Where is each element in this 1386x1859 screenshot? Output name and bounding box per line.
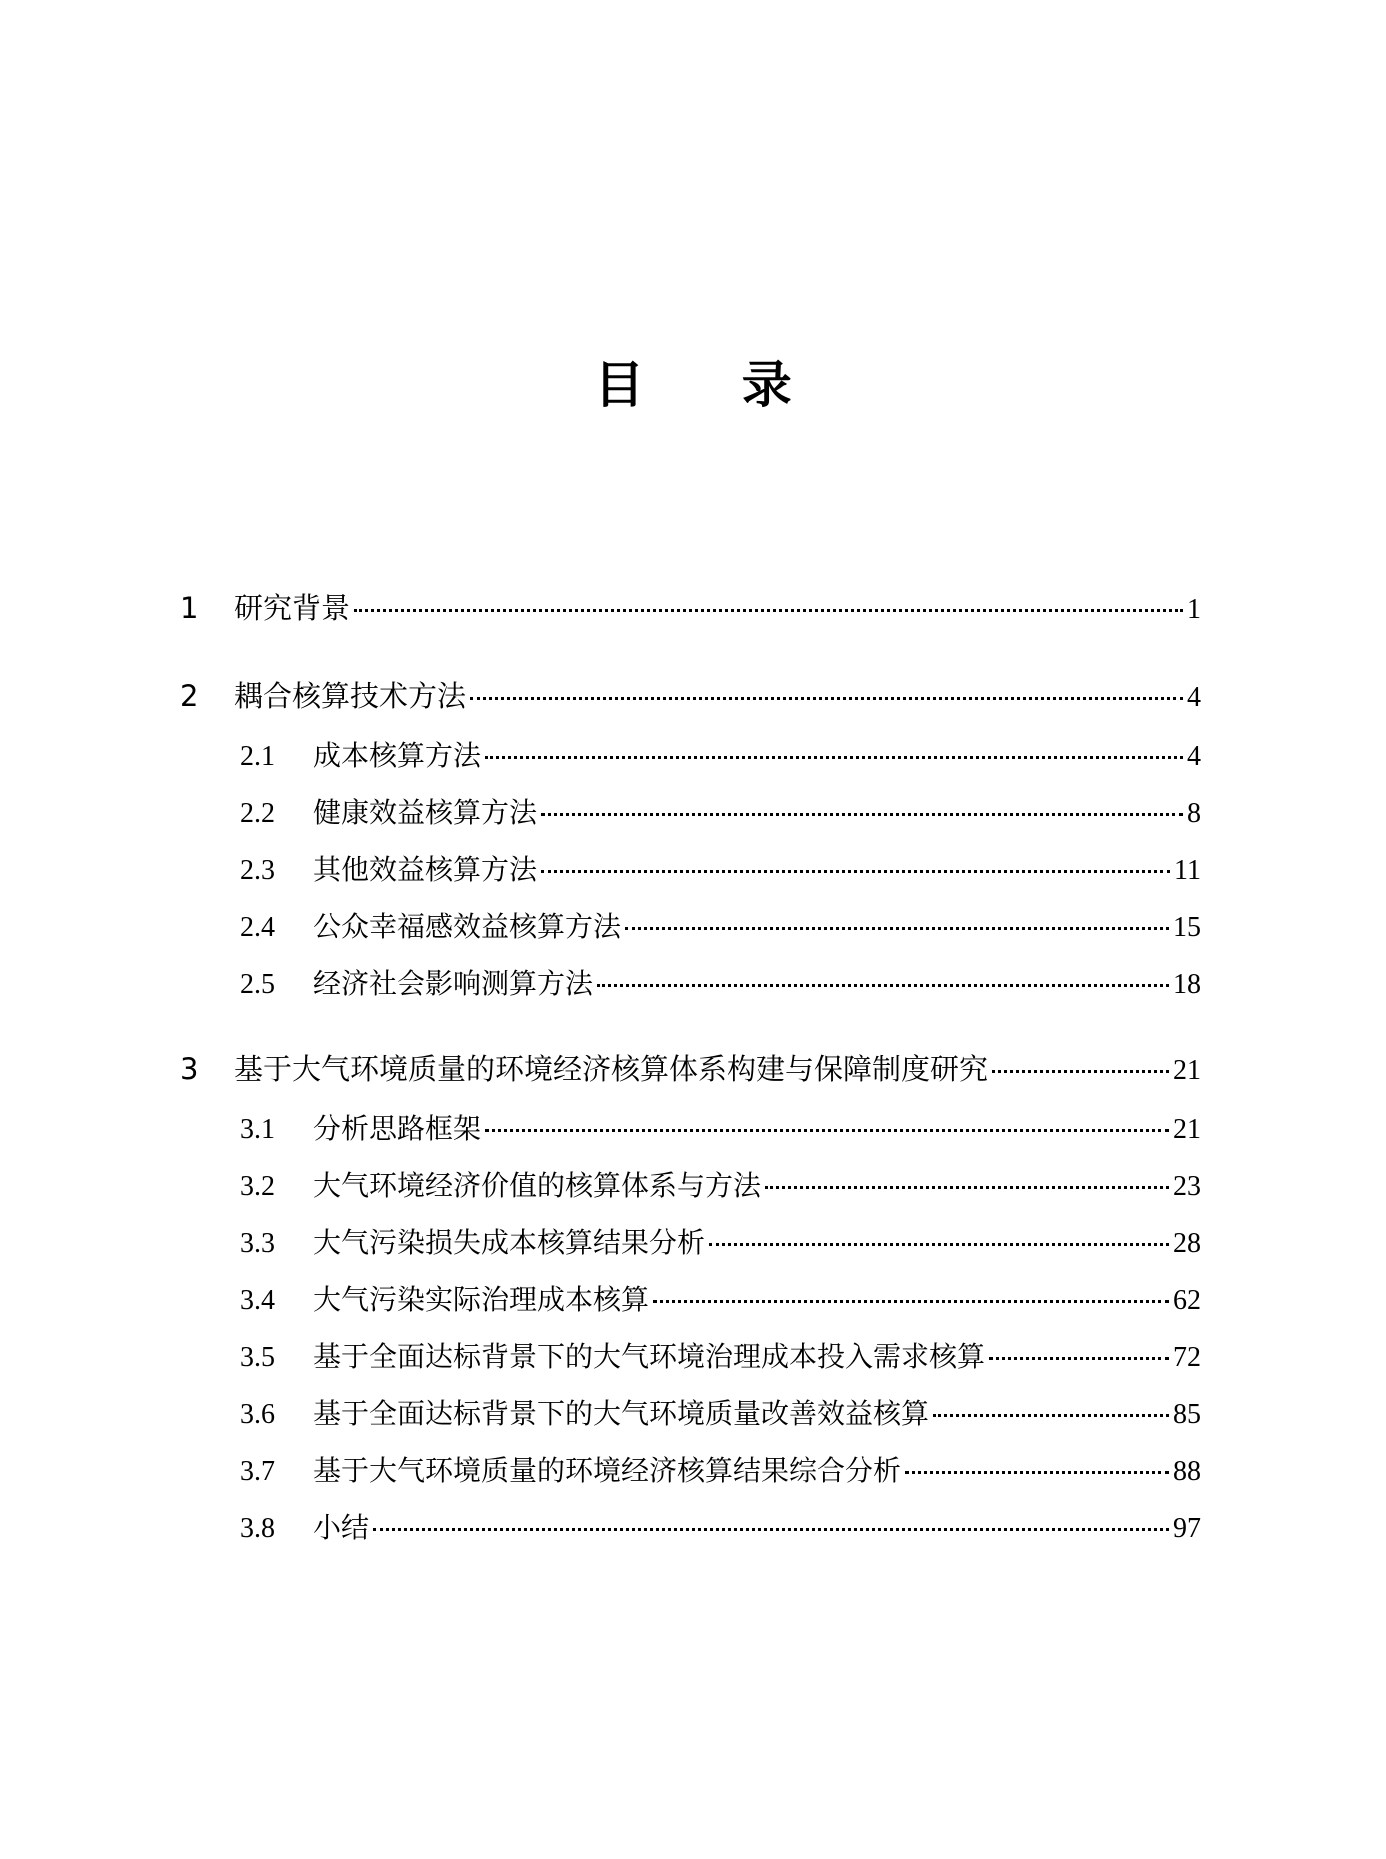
toc-subentry-title: 公众幸福感效益核算方法 — [313, 910, 622, 943]
toc-subentry-number: 3.1 — [240, 1114, 275, 1145]
toc-entry-page: 4 — [1187, 682, 1201, 713]
toc-subentry[interactable] — [180, 791, 1201, 848]
toc-subentry-title: 基于全面达标背景下的大气环境治理成本投入需求核算 — [313, 1340, 986, 1373]
dot-leader — [373, 1528, 1169, 1531]
toc-subentry-number: 2.5 — [240, 969, 275, 1000]
toc-entry-title: 耦合核算技术方法 — [234, 679, 467, 713]
table-of-contents — [180, 586, 1201, 1563]
dot-leader — [625, 927, 1169, 930]
toc-subentry[interactable] — [180, 905, 1201, 962]
dot-leader — [905, 1471, 1169, 1474]
toc-subentry-number: 3.2 — [240, 1171, 275, 1202]
toc-entry[interactable] — [180, 586, 1201, 646]
toc-subentry[interactable] — [180, 1107, 1201, 1164]
toc-entry-number: 3 — [180, 1052, 199, 1086]
dot-leader — [989, 1357, 1169, 1360]
toc-subentry-title: 小结 — [313, 1511, 370, 1544]
toc-entry-title: 研究背景 — [234, 591, 351, 625]
toc-entry[interactable] — [180, 1047, 1201, 1107]
toc-subentry-page: 15 — [1173, 912, 1201, 943]
toc-subentry-page: 23 — [1173, 1171, 1201, 1202]
toc-subentry-page: 28 — [1173, 1228, 1201, 1259]
toc-subentry-page: 97 — [1173, 1513, 1201, 1544]
dot-leader — [485, 756, 1183, 759]
toc-subentry-page: 11 — [1174, 855, 1201, 886]
toc-subentry-number: 2.3 — [240, 855, 275, 886]
toc-subentry-page: 21 — [1173, 1114, 1201, 1145]
toc-subentry[interactable] — [180, 1335, 1201, 1392]
dot-leader — [470, 697, 1183, 700]
toc-entry-number: 1 — [180, 591, 199, 625]
toc-chapter-3 — [180, 1047, 1201, 1563]
toc-subentry[interactable] — [180, 1221, 1201, 1278]
dot-leader — [485, 1129, 1169, 1132]
dot-leader — [653, 1300, 1169, 1303]
toc-entry-page: 1 — [1187, 594, 1201, 625]
toc-chapter-1 — [180, 586, 1201, 646]
toc-subentry-title: 大气环境经济价值的核算体系与方法 — [313, 1169, 762, 1202]
toc-subentry-title: 基于大气环境质量的环境经济核算结果综合分析 — [313, 1454, 902, 1487]
toc-subentry-title: 基于全面达标背景下的大气环境质量改善效益核算 — [313, 1397, 930, 1430]
dot-leader — [597, 984, 1169, 987]
toc-subentry-number: 2.1 — [240, 741, 275, 772]
dot-leader — [933, 1414, 1169, 1417]
toc-subentry[interactable] — [180, 734, 1201, 791]
toc-subentry[interactable] — [180, 1506, 1201, 1563]
toc-subentry-title: 经济社会影响测算方法 — [313, 967, 594, 1000]
dot-leader — [709, 1243, 1169, 1246]
toc-subentry-title: 其他效益核算方法 — [313, 853, 538, 886]
toc-subentry-page: 72 — [1173, 1342, 1201, 1373]
toc-subentry-title: 健康效益核算方法 — [313, 796, 538, 829]
toc-entry-page: 21 — [1173, 1055, 1201, 1086]
dot-leader — [354, 609, 1183, 612]
toc-subentry-page: 4 — [1187, 741, 1201, 772]
toc-subentry[interactable] — [180, 962, 1201, 1019]
toc-subentry-number: 3.6 — [240, 1399, 275, 1430]
toc-subentry-title: 成本核算方法 — [313, 739, 482, 772]
dot-leader — [765, 1186, 1169, 1189]
toc-subentry-number: 3.5 — [240, 1342, 275, 1373]
toc-subentry-number: 2.2 — [240, 798, 275, 829]
toc-entry-title: 基于大气环境质量的环境经济核算体系构建与保障制度研究 — [234, 1052, 989, 1086]
toc-subentry-page: 18 — [1173, 969, 1201, 1000]
toc-subentry[interactable] — [180, 1449, 1201, 1506]
dot-leader — [992, 1070, 1169, 1073]
toc-subentry-number: 2.4 — [240, 912, 275, 943]
toc-subentry-number: 3.3 — [240, 1228, 275, 1259]
toc-subentry-title: 大气污染实际治理成本核算 — [313, 1283, 650, 1316]
toc-subentry-number: 3.8 — [240, 1513, 275, 1544]
toc-subentry-number: 3.7 — [240, 1456, 275, 1487]
toc-subentry[interactable] — [180, 848, 1201, 905]
toc-subentry-page: 88 — [1173, 1456, 1201, 1487]
toc-subentry[interactable] — [180, 1278, 1201, 1335]
toc-subentry-page: 85 — [1173, 1399, 1201, 1430]
dot-leader — [541, 813, 1183, 816]
toc-chapter-2 — [180, 674, 1201, 1019]
toc-subentry[interactable] — [180, 1164, 1201, 1221]
dot-leader — [541, 870, 1170, 873]
toc-subentry-title: 分析思路框架 — [313, 1112, 482, 1145]
page-title: 目 录 — [594, 355, 832, 414]
toc-subentry-title: 大气污染损失成本核算结果分析 — [313, 1226, 706, 1259]
toc-entry-number: 2 — [180, 679, 199, 713]
toc-subentry-number: 3.4 — [240, 1285, 275, 1316]
toc-subentry[interactable] — [180, 1392, 1201, 1449]
toc-subentry-page: 62 — [1173, 1285, 1201, 1316]
toc-entry[interactable] — [180, 674, 1201, 734]
toc-subentry-page: 8 — [1187, 798, 1201, 829]
